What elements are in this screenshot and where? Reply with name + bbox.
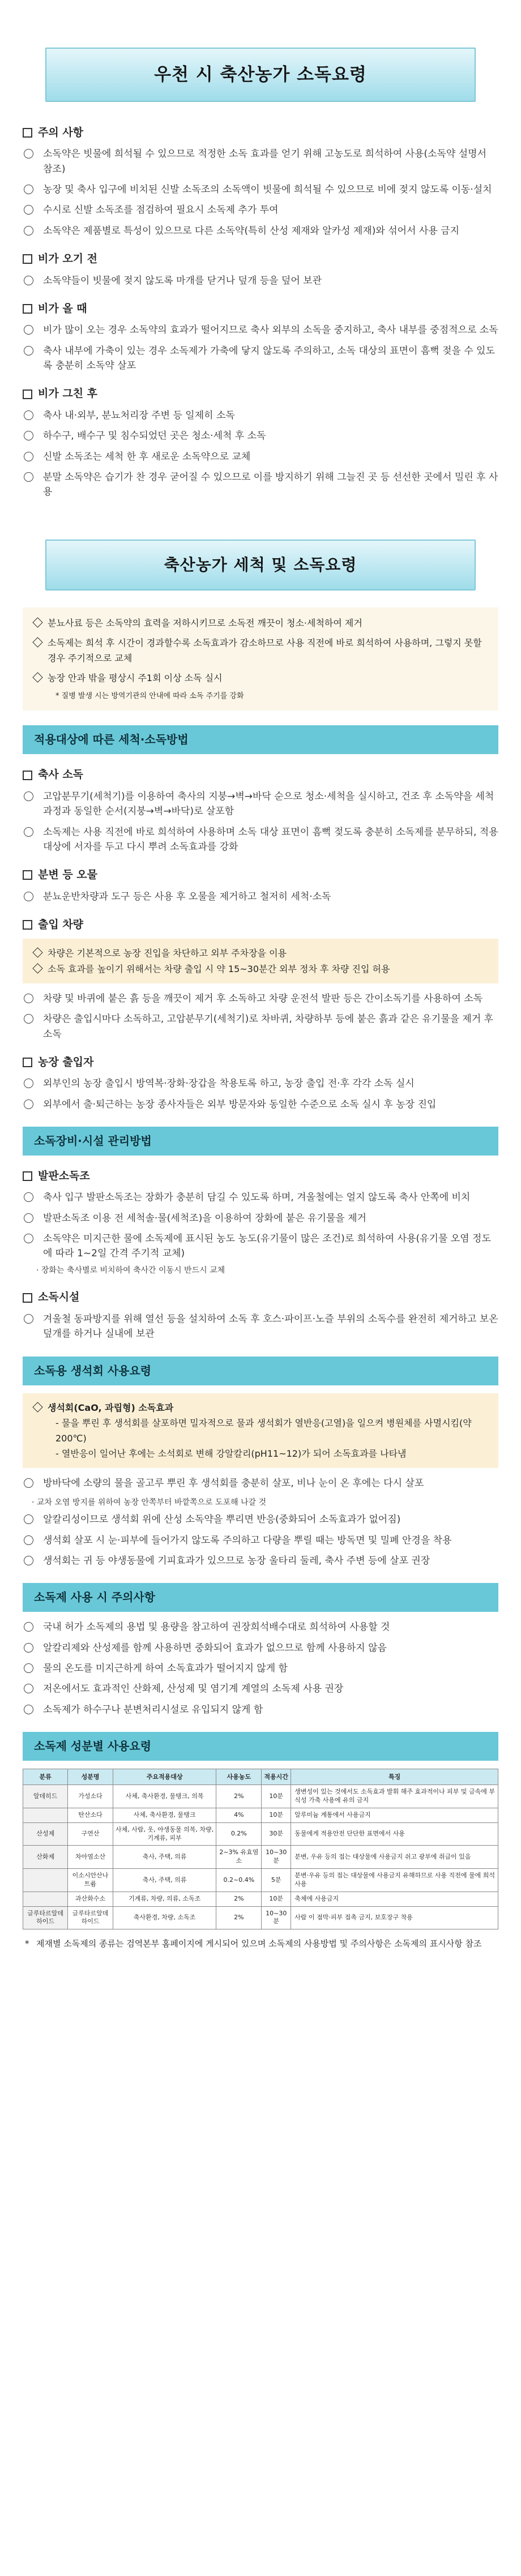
list-item-text: 국내 허가 소독제의 용법 및 용량을 참고하여 권장희석배수대로 희석하여 사용할 것 (43, 1621, 390, 1633)
list-item (23, 1554, 498, 1568)
list-item (23, 1097, 498, 1112)
table-cell: 10분 (262, 1808, 291, 1822)
section-heading (23, 1168, 498, 1184)
list-item (23, 825, 498, 855)
list-item (23, 991, 498, 1006)
circle-bullet-icon (24, 1622, 33, 1632)
square-icon (23, 254, 32, 264)
table-cell: 글루타르알데하이드 (23, 1906, 68, 1929)
list-item (23, 1076, 498, 1091)
table-cell: 과산화수소 (68, 1892, 113, 1906)
bullet-list (23, 789, 498, 854)
table-cell: 사체, 축사환경, 물탱크, 의복 (113, 1785, 216, 1808)
box-line-text: 차량은 기본적으로 농장 진입을 차단하고 외부 주차장을 이용 (48, 948, 287, 959)
footnote-text: 제재별 소독제의 종류는 검역본부 홈페이지에 게시되어 있으며 소독제의 사용방법 및 주의사항은 소독제의 표시사항 참조 (36, 1939, 482, 1949)
bullet-list (23, 1076, 498, 1112)
section-heading (23, 301, 498, 317)
circle-bullet-icon (24, 1234, 33, 1243)
table-row (23, 1808, 498, 1822)
table-cell: 사체, 사람, 옷, 야생동물 의복, 차량, 기계류, 피부 (113, 1822, 216, 1846)
section-heading (23, 386, 498, 402)
section-heading (23, 917, 498, 933)
list-item (23, 1231, 498, 1261)
table-row (23, 1892, 498, 1906)
footnote (23, 1937, 498, 1950)
list-item-text: 소독제가 하수구나 분변처리시설로 유입되지 않게 함 (43, 1704, 263, 1715)
circle-bullet-icon (24, 472, 33, 482)
quicklime-box (23, 1393, 498, 1469)
table-cell: 기계류, 차량, 의류, 소독조 (113, 1892, 216, 1906)
table-row (23, 1869, 498, 1892)
doc2-blocks (23, 725, 498, 1761)
circle-bullet-icon (24, 1535, 33, 1545)
box-title-text: 생석회(CaO, 과립형) 소독효과 (48, 1402, 174, 1413)
table-header-cell: 특징 (291, 1769, 498, 1785)
diamond-icon (32, 637, 42, 647)
list-item (23, 224, 498, 238)
square-icon (23, 771, 32, 780)
circle-bullet-icon (24, 1099, 33, 1109)
list-item-text: 물의 온도를 미지근하게 하여 소독효과가 떨어지지 않게 함 (43, 1663, 288, 1675)
list-item-text: 분말 소독약은 습기가 찬 경우 굳어질 수 있으므로 이를 방지하기 위해 그늘진 곳 등 선선한 곳에서 밀린 후 사용 (43, 471, 498, 498)
table-cell: 10~30분 (262, 1846, 291, 1869)
list-item-text: 축사 내부에 가축이 있는 경우 소독제가 가축에 닿지 않도록 주의하고, 소독 대상의 표면이 흠뻑 젖을 수 있도록 충분히 소독약 살포 (43, 345, 496, 372)
table-cell (23, 1808, 68, 1822)
intro-box (23, 607, 498, 711)
list-item-text: 방바닥에 소량의 물을 골고루 뿌린 후 생석회를 충분히 살포, 비나 눈이 온 후에는 다시 살포 (43, 1478, 424, 1490)
diamond-icon (32, 963, 42, 973)
list-item-text: 비가 많이 오는 경우 소독약의 효과가 떨어지므로 축사 외부의 소독을 중지하고, 축사 내부를 중점적으로 소독 (43, 324, 498, 336)
circle-bullet-icon (24, 791, 33, 801)
list-item-text: 소독약은 빗물에 희석될 수 있으므로 적정한 소독 효과를 얻기 위해 고농도로 희석하여 사용(소독약 설명서 참조) (43, 148, 487, 175)
circle-bullet-icon (24, 1014, 33, 1024)
list-item-text: 소독약은 제품별로 특성이 있으므로 다른 소독약(특히 산성 제재와 알카성 제재)와 섞어서 사용 금지 (43, 225, 459, 237)
table-header-row (23, 1769, 498, 1785)
list-item-text: 발판소독조 이용 전 세척솔·물(세척조)을 이용하여 장화에 붙은 유기물을 제거 (43, 1212, 366, 1224)
circle-bullet-icon (24, 1079, 33, 1088)
list-item (23, 273, 498, 288)
list-item-text: 외부에서 출·퇴근하는 농장 종사자들은 외부 방문자와 동일한 수준으로 소독 실시 후 농장 진입 (43, 1098, 437, 1110)
box-line (33, 945, 488, 961)
bullet-list (23, 1620, 498, 1717)
section-heading-text: 발판소독조 (38, 1169, 90, 1182)
doc1-sections (23, 125, 498, 500)
table-cell: 생변성이 있는 것에서도 소독효과 발휘 해주 효과적이나 피부 및 금속에 부식성 가축 사용에 유의 금지 (291, 1785, 498, 1808)
list-item (23, 147, 498, 177)
diamond-icon (32, 672, 42, 682)
list-item (23, 1012, 498, 1042)
doc1-title: 우천 시 축산농가 소독요령 (154, 64, 367, 85)
section-heading-text: 비가 그친 후 (38, 387, 97, 400)
section-heading (23, 1289, 498, 1306)
square-icon (23, 920, 32, 930)
list-item-text: 농장 및 축사 입구에 비치된 신발 소독조의 소독액이 빗물에 희석될 수 있으므로 비에 젖지 않도록 이동·설치 (43, 184, 492, 196)
list-item-text: 겨울철 동파방지를 위해 열선 등을 설치하여 소독 후 호스·파이프·노즐 부위의 소독수를 완전히 제거하고 보온덮개를 하거나 실내에 보관 (43, 1313, 498, 1340)
list-item-text: 분뇨운반차량과 도구 등은 사용 후 오물을 제거하고 철저히 세척·소독 (43, 891, 331, 902)
table-cell: 사체, 축사환경, 물탱크 (113, 1808, 216, 1822)
bullet-list (23, 273, 498, 288)
block-header: 소독제 사용 시 주의사항 (23, 1583, 498, 1612)
square-icon (23, 1171, 32, 1181)
intro-line: 소독제는 희석 후 시간이 경과할수록 소독효과가 감소하므로 사용 직전에 바로 희석하여 사용하며, 그렇지 못할 경우 주기적으로 교체 (48, 637, 482, 664)
list-item-text: 알칼리제와 산성제를 함께 사용하면 중화되어 효과가 없으므로 함께 사용하지 않음 (43, 1642, 387, 1654)
list-item (23, 1512, 498, 1527)
list-item (23, 1476, 498, 1491)
note: · 장화는 축사별로 비치하여 축사간 이동시 반드시 교체 (36, 1265, 225, 1275)
table-cell: 가성소다 (68, 1785, 113, 1808)
box-line (33, 961, 488, 977)
square-icon (23, 1058, 32, 1067)
list-item-text: 소독약들이 빗물에 젖지 않도록 마개를 닫거나 덮개 등을 덮어 보관 (43, 275, 322, 286)
circle-bullet-icon (24, 226, 33, 236)
circle-bullet-icon (24, 1643, 33, 1653)
list-item (23, 429, 498, 443)
diamond-icon (32, 948, 42, 958)
table-cell (23, 1892, 68, 1906)
list-item (23, 470, 498, 500)
table-cell: 10~30분 (262, 1906, 291, 1929)
list-item (23, 1661, 498, 1676)
table-cell: 분변, 우유 등의 접는 대상물에 사용금지 쉬고 광부에 취급이 있음 (291, 1846, 498, 1869)
note: · 교차 오염 방지를 위하여 농장 안쪽부터 바깥쪽으로 도포해 나갈 것 (32, 1497, 267, 1507)
circle-bullet-icon (24, 431, 33, 440)
table-body (23, 1785, 498, 1929)
circle-bullet-icon (24, 1556, 33, 1565)
intro-line: 농장 안과 밖을 평상시 주1회 이상 소독 실시 (48, 673, 223, 684)
circle-bullet-icon (24, 185, 33, 194)
circle-bullet-icon (24, 1684, 33, 1693)
table-cell: 2% (216, 1906, 262, 1929)
list-item-text: 알칼리성이므로 생석회 위에 산성 소독약을 뿌리면 반응(중화되어 소독효과가 없어짐) (43, 1514, 401, 1526)
bullet-list (23, 323, 498, 373)
table-row (23, 1822, 498, 1846)
square-icon (23, 1293, 32, 1303)
circle-bullet-icon (24, 1514, 33, 1524)
table-cell: 알데히드 (23, 1785, 68, 1808)
table-cell: 축사, 주택, 의류 (113, 1869, 216, 1892)
section-heading (23, 767, 498, 783)
block-header: 적용대상에 따른 세척·소독방법 (23, 725, 498, 754)
square-icon (23, 304, 32, 314)
table-row (23, 1785, 498, 1808)
list-item (23, 1190, 498, 1205)
list-item-text: 고압분무기(세척기)를 이용하여 축사의 지붕→벽→바닥 순으로 청소·세척을 실시하고, 건조 후 소독약을 세척과정과 동일한 순서(지붕→벽→바닥)로 살포함 (43, 790, 494, 818)
table-header-cell: 성분명 (68, 1769, 113, 1785)
circle-bullet-icon (24, 1314, 33, 1324)
disinfectant-table (23, 1769, 498, 1929)
table-cell: 축사환경, 차량, 소독조 (113, 1906, 216, 1929)
section-heading-text: 축사 소독 (38, 768, 84, 781)
diamond-icon (32, 617, 42, 627)
list-item (23, 1620, 498, 1634)
circle-bullet-icon (24, 452, 33, 461)
list-item-text: 생석회 살포 시 눈·피부에 들어가지 않도록 주의하고 다량을 뿌릴 때는 방독면 및 밀폐 안경을 착용 (43, 1534, 452, 1546)
circle-bullet-icon (24, 1213, 33, 1223)
table-cell: 4% (216, 1808, 262, 1822)
list-item (23, 889, 498, 904)
diamond-icon (32, 1402, 42, 1412)
table-row (23, 1846, 498, 1869)
list-item (23, 1702, 498, 1717)
section-heading-text: 비가 올 때 (38, 302, 87, 315)
block-header: 소독장비·시설 관리방법 (23, 1127, 498, 1156)
table-header-cell: 분류 (23, 1769, 68, 1785)
table-cell: 글루타르알데하이드 (68, 1906, 113, 1929)
square-icon (23, 870, 32, 880)
bullet-list (23, 408, 498, 500)
table-cell: 차아염소산 (68, 1846, 113, 1869)
list-item (23, 408, 498, 423)
section-heading-text: 비가 오기 전 (38, 253, 97, 266)
table-header-cell: 적용시간 (262, 1769, 291, 1785)
bullet-list (23, 147, 498, 238)
table-cell: 2% (216, 1892, 262, 1906)
list-item-text: 축사 내·외부, 분뇨처리장 주변 등 일제히 소독 (43, 409, 235, 421)
bullet-list (23, 1190, 498, 1261)
table-cell: 구연산 (68, 1822, 113, 1846)
list-item-text: 소독제는 사용 직전에 바로 희석하여 사용하며 소독 대상 표면이 흠뻑 젖도록 충분히 소독제를 분무하되, 적용 대상에 서자를 두고 다시 뿌려 소독효과를 강화 (43, 826, 498, 853)
list-item (23, 1312, 498, 1342)
bullet-list (23, 991, 498, 1042)
section-heading (23, 867, 498, 883)
section-heading (23, 251, 498, 267)
table-cell: 알루미늄 계통에서 사용금지 (291, 1808, 498, 1822)
section-heading (23, 1054, 498, 1071)
block-header: 소독용 생석회 사용요령 (23, 1357, 498, 1385)
table-cell: 2% (216, 1785, 262, 1808)
table-cell: 탄산소다 (68, 1808, 113, 1822)
circle-bullet-icon (24, 892, 33, 901)
box-line-text: 소독 효과를 높이기 위해서는 차량 출입 시 약 15~30분간 외부 정차 후 차량 진입 허용 (48, 963, 390, 974)
circle-bullet-icon (24, 276, 33, 285)
list-item-text: 축사 입구 발판소독조는 장화가 충분히 담길 수 있도록 하며, 겨울철에는 얼지 않도록 축사 안쪽에 비치 (43, 1192, 471, 1204)
table-header-cell: 사용농도 (216, 1769, 262, 1785)
section-heading-text: 출입 차량 (38, 918, 84, 931)
table-cell: 0.2~0.4% (216, 1869, 262, 1892)
table-cell: 분변·우유 등의 접는 대상물에 사용금지 유해하므로 사용 직전에 물에 희석사용 (291, 1869, 498, 1892)
list-item (23, 182, 498, 197)
square-icon (23, 390, 32, 399)
list-item-text: 외부인의 농장 출입시 방역복·장화·장갑을 착용토록 하고, 농장 출입 전·후 각각 소독 실시 (43, 1078, 415, 1090)
list-item (23, 1533, 498, 1548)
list-item-text: 하수구, 배수구 및 침수되었던 곳은 청소·세척 후 소독 (43, 430, 266, 442)
table-cell: 10분 (262, 1785, 291, 1808)
list-item-text: 저온에서도 효과적인 산화제, 산성제 및 염기계 계열의 소독제 사용 권장 (43, 1683, 344, 1695)
table-row (23, 1906, 498, 1929)
box-line: - 열반응이 일어난 후에는 소석회로 변해 강알칼리(pH11~12)가 되어 소독효과를 나타냄 (55, 1448, 407, 1460)
section-heading-text: 소독시설 (38, 1291, 80, 1304)
circle-bullet-icon (24, 410, 33, 420)
bullet-list (23, 1512, 498, 1568)
section-heading-text: 분변 등 오물 (38, 868, 97, 882)
table-cell: 축체에 사용금지 (291, 1892, 498, 1906)
title-banner-2 (45, 540, 476, 590)
circle-bullet-icon (24, 1192, 33, 1202)
circle-bullet-icon (24, 325, 33, 335)
circle-bullet-icon (24, 346, 33, 356)
box-line: - 물을 뿌린 후 생석회를 살포하면 밀자적으로 물과 생석회가 열반응(고열)을 일으켜 병원체를 사멸시킴(약 200℃) (55, 1417, 472, 1444)
list-item-text: 소독약은 미지근한 물에 소독제에 표시된 농도 농도(유기물이 많은 조건)로 희석하여 사용(유기물 오염 정도에 따라 1~2일 간격 주기적 교체) (43, 1233, 491, 1260)
highlight-box (23, 939, 498, 983)
bullet-list (23, 1312, 498, 1342)
list-item-text: 신발 소독조는 세척 한 후 새로운 소독약으로 교체 (43, 451, 251, 463)
circle-bullet-icon (24, 205, 33, 215)
doc2-title: 축산농가 세척 및 소독요령 (164, 555, 357, 574)
list-item-text: 차량 및 바퀴에 붙은 흙 등을 깨끗이 제거 후 소독하고 차량 운전석 발판 등은 간이소독기를 사용하여 소독 (43, 992, 483, 1004)
list-item (23, 344, 498, 374)
section-heading (23, 125, 498, 141)
footnote-star: * (25, 1939, 29, 1949)
table-cell (23, 1869, 68, 1892)
block-header: 소독제 성분별 사용요령 (23, 1732, 498, 1761)
list-item (23, 1641, 498, 1655)
circle-bullet-icon (24, 1478, 33, 1488)
bullet-list (23, 889, 498, 904)
circle-bullet-icon (24, 1663, 33, 1673)
table-cell: 이소시안산나트륨 (68, 1869, 113, 1892)
circle-bullet-icon (24, 994, 33, 1003)
table-cell: 5분 (262, 1869, 291, 1892)
table-cell: 산화제 (23, 1846, 68, 1869)
square-icon (23, 128, 32, 138)
section-heading-text: 주의 사항 (38, 126, 84, 139)
list-item-text: 차량은 출입시마다 소독하고, 고압분무기(세척기)로 차바퀴, 차량하부 등에 붙은 흙과 같은 유기물을 제거 후 소독 (43, 1013, 494, 1040)
table-cell: 사람 이 점막·피부 접촉 금지, 보호장구 착용 (291, 1906, 498, 1929)
list-item (23, 1211, 498, 1226)
list-item (23, 203, 498, 217)
section-heading-text: 농장 출입자 (38, 1055, 94, 1068)
list-item-text: 수시로 신발 소독조를 점검하여 필요시 소독제 추가 투여 (43, 204, 279, 216)
table-cell: 10분 (262, 1892, 291, 1906)
intro-note: * 질병 발생 시는 방역기관의 안내에 따라 소독 주기를 강화 (55, 692, 244, 701)
title-banner-1 (45, 48, 476, 102)
circle-bullet-icon (24, 149, 33, 159)
list-item (23, 789, 498, 819)
bullet-list (23, 1476, 498, 1491)
table-cell: 30분 (262, 1822, 291, 1846)
circle-bullet-icon (24, 827, 33, 837)
table-cell: 0.2% (216, 1822, 262, 1846)
list-item (23, 323, 498, 337)
circle-bullet-icon (24, 1705, 33, 1714)
table-cell: 산성제 (23, 1822, 68, 1846)
box-title (33, 1400, 488, 1415)
table-cell: 축사, 주택, 의류 (113, 1846, 216, 1869)
list-item (23, 1681, 498, 1696)
intro-line: 분뇨사료 등은 소독약의 효력을 저하시키므로 소독전 깨끗이 청소·세척하여 제거 (48, 617, 362, 628)
table-cell: 동물에게 적용안전 단단한 표면에서 사용 (291, 1822, 498, 1846)
table-cell: 2~3% 유효염소 (216, 1846, 262, 1869)
list-item-text: 생석회는 귀 등 야생동물에 기피효과가 있으므로 농장 울타리 둘레, 축사 주변 등에 살포 권장 (43, 1555, 430, 1567)
list-item (23, 450, 498, 464)
table-header-cell: 주요적용대상 (113, 1769, 216, 1785)
